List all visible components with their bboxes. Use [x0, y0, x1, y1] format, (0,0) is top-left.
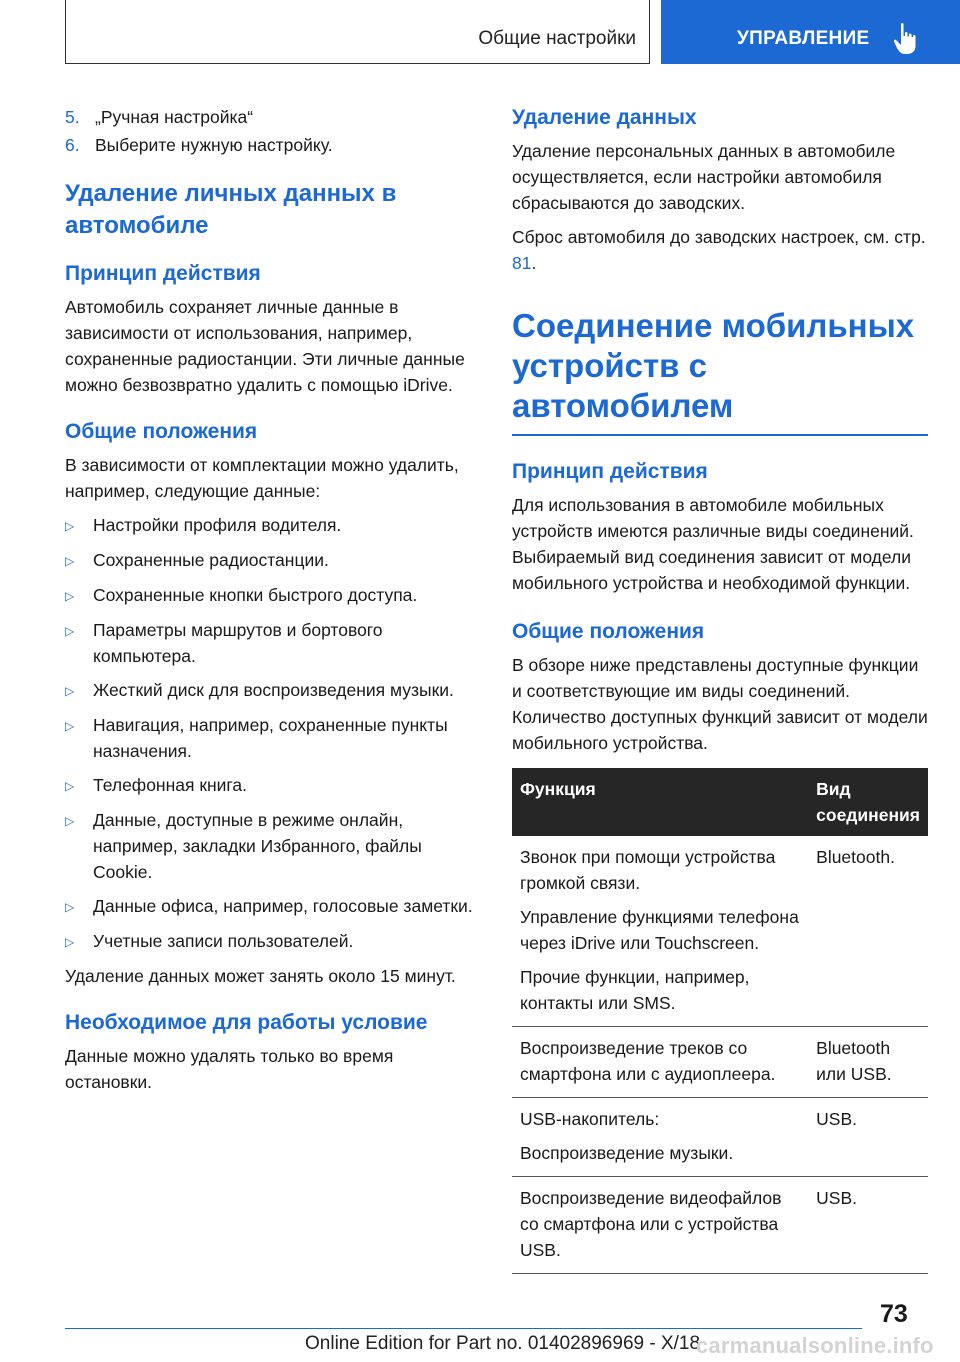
- function-text: USB-накопитель:: [520, 1109, 660, 1129]
- bullet-text: Настройки профиля водителя.: [93, 515, 342, 535]
- bullet-text: Данные, доступные в режиме онлайн, например, закладки Избранного, файлы Cookie.: [93, 810, 422, 882]
- bullet-text: Учетные записи пользователей.: [93, 931, 354, 951]
- triangle-bullet-icon: ▷: [65, 554, 75, 568]
- step-text: „Ручная настройка“: [95, 107, 254, 127]
- triangle-bullet-icon: ▷: [65, 589, 75, 603]
- connection-cell: Bluetooth или USB.: [808, 1027, 928, 1098]
- table-header-row: [512, 768, 928, 836]
- reset-text-end: .: [531, 253, 537, 273]
- function-text: Воспроизведение видеофайлов со смартфона или с устройства USB.: [520, 1188, 782, 1260]
- mobile-devices-heading: Соединение мобильных устройств с автомобилем: [512, 307, 915, 424]
- header-section-title: Общие настройки: [478, 28, 636, 49]
- list-item: [65, 132, 480, 158]
- functions-table: [512, 768, 928, 1274]
- delete-personal-data-heading: Удаление личных данных в автомобиле: [65, 180, 397, 239]
- bullet-text: Сохраненные кнопки быстрого доступа.: [93, 585, 418, 605]
- triangle-bullet-icon: ▷: [65, 719, 75, 733]
- function-text: Управление функциями телефона через iDrive или Touchscreen.: [520, 907, 799, 953]
- triangle-bullet-icon: ▷: [65, 684, 75, 698]
- condition-heading: Необходимое для работы условие: [65, 1011, 428, 1034]
- column-header-function: Функция: [512, 768, 808, 836]
- principle-heading: Принцип действия: [512, 460, 708, 483]
- header-divider-right: [649, 0, 650, 64]
- step-number: 5.: [65, 107, 80, 127]
- list-item: [65, 512, 480, 539]
- general-heading: Общие положения: [512, 620, 705, 643]
- header-divider-bottom: [65, 63, 650, 64]
- general-text: В обзоре ниже представлены доступные функции и соответствующие им виды соединений. Количество доступных функций зависит от модели мобильного устройства.: [512, 655, 928, 753]
- data-types-list: [65, 512, 480, 955]
- bullet-text: Жесткий диск для воспроизведения музыки.: [93, 680, 454, 700]
- function-text: Воспроизведение музыки.: [520, 1143, 734, 1163]
- bullet-text: Сохраненные радиостанции.: [93, 550, 329, 570]
- function-text: Прочие функции, например, контакты или SMS.: [520, 967, 750, 1013]
- list-item: [65, 772, 480, 799]
- connection-cell: Bluetooth.: [808, 836, 928, 1027]
- bullet-text: Параметры маршрутов и бортового компьютера.: [93, 620, 383, 666]
- principle-text: Для использования в автомобиле мобильных устройств имеются различные виды соединений. Выбираемый вид соединения зависит от модели мобильного устройства и необходимой функции.: [512, 495, 914, 593]
- reset-text: [512, 224, 928, 276]
- function-cell: [512, 1027, 808, 1098]
- delete-data-text: Удаление персональных данных в автомобиле осуществляется, если настройки автомобиля сбрасываются до заводских.: [512, 141, 896, 213]
- duration-text: Удаление данных может занять около 15 минут.: [65, 966, 456, 986]
- left-column: [65, 104, 480, 1095]
- table-row: [512, 1177, 928, 1274]
- header-tab-label: УПРАВЛЕНИЕ: [737, 28, 870, 49]
- bullet-text: Телефонная книга.: [93, 775, 248, 795]
- steps-list: [65, 104, 480, 158]
- connection-cell: USB.: [808, 1177, 928, 1274]
- principle-text: Автомобиль сохраняет личные данные в зависимости от использования, например, сохраненные радиостанции. Эти личные данные можно безвозвратно удалить с помощью iDrive.: [65, 297, 465, 395]
- reset-text-part: Сброс автомобиля до заводских настроек, см. стр.: [512, 227, 926, 247]
- list-item: [65, 104, 480, 130]
- header-tab[interactable]: [661, 0, 960, 64]
- function-cell: [512, 836, 808, 1027]
- condition-text: Данные можно удалять только во время остановки.: [65, 1046, 394, 1092]
- list-item: [65, 893, 480, 920]
- function-cell: [512, 1098, 808, 1177]
- delete-data-heading: Удаление данных: [512, 106, 697, 129]
- page-number: 73: [880, 1300, 908, 1328]
- triangle-bullet-icon: ▷: [65, 624, 75, 638]
- watermark: carmanualsonline.info: [696, 1333, 934, 1358]
- list-item: [65, 617, 480, 669]
- step-number: 6.: [65, 135, 80, 155]
- function-text: Звонок при помощи устройства громкой связи.: [520, 847, 776, 893]
- function-text: Воспроизведение треков со смартфона или с аудиоплеера.: [520, 1038, 776, 1084]
- table-row: [512, 1098, 928, 1177]
- list-item: [65, 807, 480, 885]
- footer-divider: [65, 1328, 862, 1329]
- list-item: [65, 677, 480, 704]
- list-item: [65, 928, 480, 955]
- triangle-bullet-icon: ▷: [65, 900, 75, 914]
- general-text: В зависимости от комплектации можно удалить, например, следующие данные:: [65, 455, 459, 501]
- list-item: [65, 582, 480, 609]
- connection-cell: USB.: [808, 1098, 928, 1177]
- page-reference-link[interactable]: 81: [512, 253, 532, 273]
- triangle-bullet-icon: ▷: [65, 935, 75, 949]
- column-header-connection: Вид соединения: [808, 768, 928, 836]
- general-heading: Общие положения: [65, 420, 258, 443]
- principle-heading: Принцип действия: [65, 262, 261, 285]
- bullet-text: Навигация, например, сохраненные пункты назначения.: [93, 715, 448, 761]
- list-item: [65, 547, 480, 574]
- bullet-text: Данные офиса, например, голосовые заметки.: [93, 896, 473, 916]
- hand-pointer-icon: [893, 22, 919, 56]
- triangle-bullet-icon: ▷: [65, 519, 75, 533]
- edition-text: Online Edition for Part no. 01402896969 - X/18: [305, 1333, 701, 1354]
- triangle-bullet-icon: ▷: [65, 814, 75, 828]
- step-text: Выберите нужную настройку.: [95, 135, 333, 155]
- function-cell: [512, 1177, 808, 1274]
- table-row: [512, 1027, 928, 1098]
- triangle-bullet-icon: ▷: [65, 779, 75, 793]
- right-column: [512, 104, 928, 1274]
- list-item: [65, 712, 480, 764]
- table-row: [512, 836, 928, 1027]
- heading-underline: [512, 434, 928, 436]
